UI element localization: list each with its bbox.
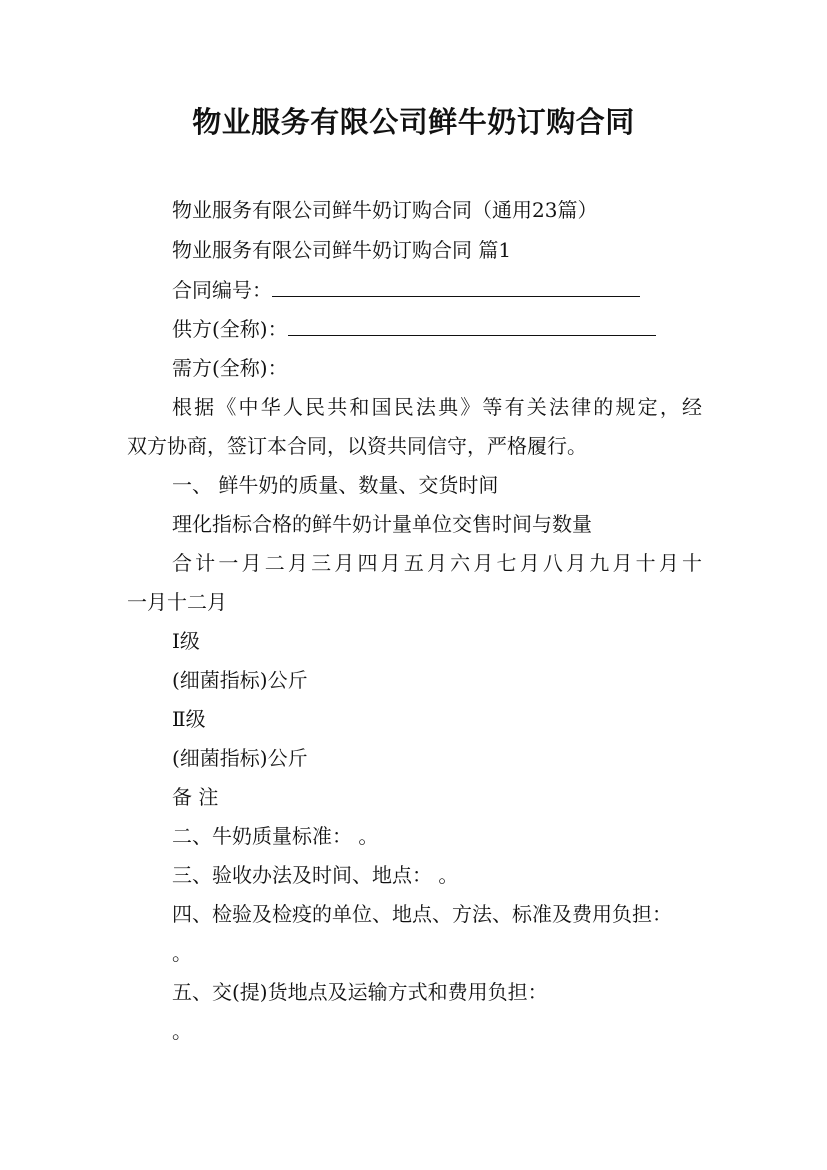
supplier-blank [288,317,656,336]
section-heading: 物业服务有限公司鲜牛奶订购合同 篇1 [172,238,512,262]
basis-paragraph-line-1: 根据《中华人民共和国民法典》等有关法律的规定，经 [172,395,702,419]
buyer-row [172,354,288,382]
months-line-1: 合计一月二月三月四月五月六月七月八月九月十月十 [172,551,702,575]
grade-1-label: Ⅰ级 [172,629,200,653]
contract-number-blank [272,278,640,297]
basis-paragraph-line-2: 双方协商，签订本合同，以资共同信守，严格履行。 [127,434,587,458]
supplier-label: 供方(全称)： [172,317,288,341]
section-2-line: 二、牛奶质量标准： 。 [172,824,379,848]
document-title: 物业服务有限公司鲜牛奶订购合同 [192,105,635,139]
grade-2-unit: (细菌指标)公斤 [172,746,308,770]
section-1-heading: 一、 鲜牛奶的质量、数量、交货时间 [172,473,499,497]
months-line-2: 一月十二月 [127,590,227,614]
section-4-line: 四、检验及检疫的单位、地点、方法、标准及费用负担： [172,902,672,926]
remark-label: 备 注 [172,785,219,809]
section-4-end: 。 [172,941,192,965]
grade-1-unit: (细菌指标)公斤 [172,668,308,692]
section-5-line: 五、交(提)货地点及运输方式和费用负担： [172,980,548,1004]
subtitle-line: 物业服务有限公司鲜牛奶订购合同（通用23篇） [172,198,598,222]
contract-number-row [172,276,640,304]
section-5-end: 。 [172,1019,192,1043]
section-3-line: 三、验收办法及时间、地点： 。 [172,863,459,887]
contract-number-label: 合同编号： [172,278,272,302]
grade-2-label: Ⅱ级 [172,707,206,731]
buyer-label: 需方(全称)： [172,356,288,380]
section-1-table-header: 理化指标合格的鲜牛奶计量单位交售时间与数量 [172,512,592,536]
supplier-row [172,315,656,343]
